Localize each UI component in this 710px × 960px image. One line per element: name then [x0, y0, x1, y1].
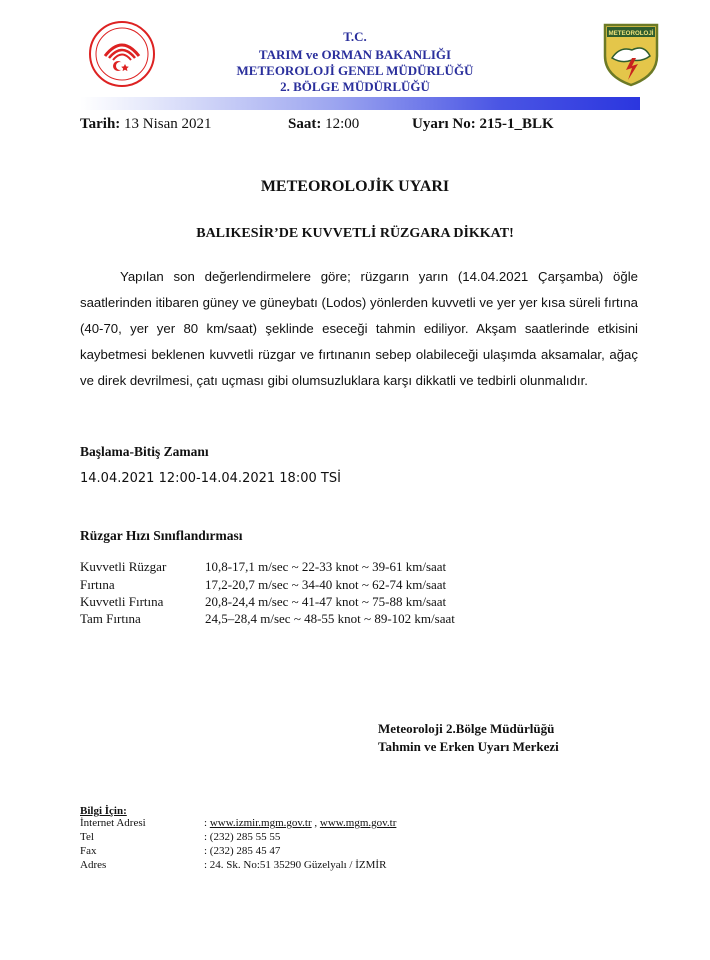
- wind-class-name: Fırtına: [80, 577, 115, 592]
- izmir-website-link[interactable]: www.izmir.mgm.gov.tr: [209, 817, 312, 829]
- date-label: Tarih:: [80, 116, 121, 132]
- meteorology-logo-text: METEOROLOJİ: [608, 30, 654, 37]
- internet-separator: :: [204, 817, 210, 829]
- signature-directorate: Meteoroloji 2.Bölge Müdürlüğü: [378, 721, 555, 736]
- wind-class-value: 20,8-24,4 m/sec ~ 41-47 knot ~ 75-88 km/saat: [205, 594, 447, 609]
- warning-body-paragraph: Yapılan son değerlendirmelere göre; rüzgarın yarın (14.04.2021 Çarşamba) öğle saatlerinden itibaren güney ve güneybatı (Lodos) yönlerden kuvvetli ve yer yer kısa süreli fırtına (40-70, yer yer 80 km/saat) şeklinde eseceği tahmin ediliyor. Akşam saatlerinde etkisini kaybetmesi beklenen kuvvetli rüzgar ve fırtınanın sebep olabileceği ulaşımda aksamalar, ağaç ve direk devrilmesi, çatı uçması gibi olumsuzluklara karşı dikkatli ve tedbirli olunmalıdır.: [80, 269, 638, 388]
- header-line-region: 2. BÖLGE MÜDÜRLÜĞÜ: [280, 79, 430, 94]
- fax-value: : (232) 285 45 47: [204, 845, 281, 857]
- wind-class-value: 24,5–28,4 m/sec ~ 48-55 knot ~ 89-102 km/saat: [205, 611, 455, 626]
- time-label: Saat:: [288, 116, 322, 132]
- time-value: 12:00: [325, 116, 360, 132]
- header-line-tc: T.C.: [343, 29, 367, 44]
- internet-label: İnternet Adresi: [80, 817, 146, 829]
- header-line-ministry: TARIM ve ORMAN BAKANLIĞI: [258, 47, 452, 62]
- wind-class-name: Tam Fırtına: [80, 611, 141, 626]
- date-value: 13 Nisan 2021: [124, 116, 212, 132]
- wind-class-value: 10,8-17,1 m/sec ~ 22-33 knot ~ 39-61 km/saat: [205, 559, 447, 574]
- header-line-directorate: METEOROLOJİ GENEL MÜDÜRLÜĞÜ: [236, 63, 474, 78]
- wind-classification-heading: Rüzgar Hızı Sınıflandırması: [80, 528, 243, 543]
- wind-class-name: Kuvvetli Fırtına: [80, 594, 164, 609]
- wind-class-name: Kuvvetli Rüzgar: [80, 559, 167, 574]
- wind-class-value: 17,2-20,7 m/sec ~ 34-40 knot ~ 62-74 km/saat: [205, 577, 447, 592]
- mgm-website-link[interactable]: www.mgm.gov.tr: [319, 817, 397, 829]
- address-value: : 24. Sk. No:51 35290 Güzelyalı / İZMİR: [204, 859, 387, 871]
- document-title: METEOROLOJİK UYARI: [260, 178, 450, 195]
- tel-value: : (232) 285 55 55: [204, 831, 281, 843]
- time-range-heading: Başlama-Bitiş Zamanı: [80, 444, 209, 459]
- internet-value: [204, 817, 396, 829]
- time-range-value: 14.04.2021 12:00-14.04.2021 18:00 TSİ: [80, 471, 341, 486]
- date-field: [80, 116, 212, 133]
- contact-info-heading: Bilgi İçin:: [80, 805, 127, 817]
- signature-center: Tahmin ve Erken Uyarı Merkezi: [378, 739, 559, 754]
- warning-number-field: [412, 116, 554, 133]
- tel-label: Tel: [80, 831, 94, 843]
- document-subtitle: BALIKESİR’DE KUVVETLİ RÜZGARA DİKKAT!: [196, 226, 514, 241]
- internet-comma: ,: [311, 817, 320, 829]
- warning-number-value: 215-1_BLK: [479, 116, 554, 132]
- warning-number-label: Uyarı No:: [412, 116, 476, 132]
- header-divider-band: [80, 97, 640, 110]
- address-label: Adres: [80, 859, 107, 871]
- fax-label: Fax: [80, 845, 97, 857]
- time-field: [288, 116, 359, 133]
